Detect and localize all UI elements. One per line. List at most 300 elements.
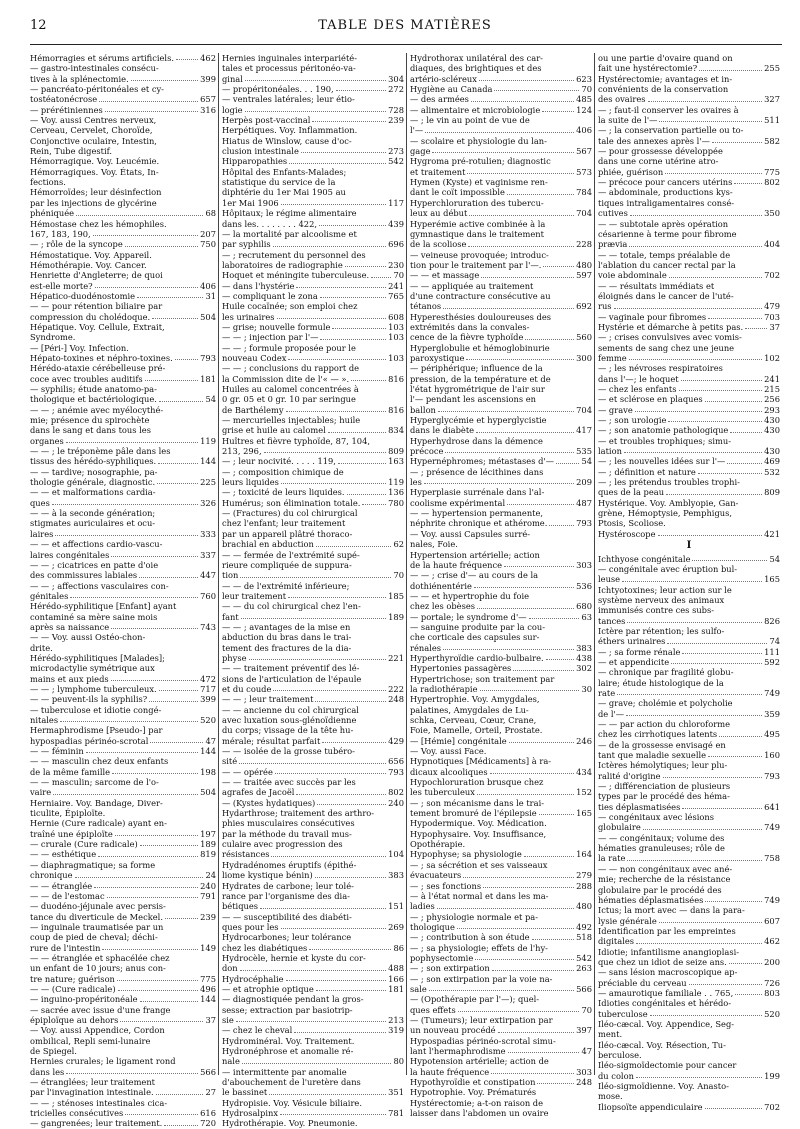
index-entry <box>410 632 592 642</box>
entry-text: — chez le cheval <box>222 1025 293 1036</box>
entry-page-number: 809 <box>764 487 780 498</box>
dot-leader <box>745 328 767 329</box>
index-entry <box>30 663 216 673</box>
entry-page-number: 704 <box>576 404 592 415</box>
index-entry <box>30 736 216 746</box>
index-entry <box>222 125 404 135</box>
entry-page-number: 430 <box>764 425 780 436</box>
dot-leader <box>66 1073 198 1074</box>
dot-leader <box>730 432 762 433</box>
entry-text: Hiatus de Winslow, cause d'oc- <box>222 135 352 146</box>
entry-text: 213, 296, <box>222 446 262 457</box>
dot-leader <box>624 452 762 453</box>
entry-text: ties déplasmatisées <box>598 801 681 812</box>
entry-page-number: 74 <box>769 636 780 647</box>
entry-text: par syphilis <box>222 239 271 250</box>
entry-page-number: 230 <box>388 259 404 270</box>
index-entry <box>222 281 404 291</box>
entry-page-number: 803 <box>764 987 780 998</box>
entry-text: globulaire par le procédé des <box>598 884 722 895</box>
dot-leader <box>698 473 762 474</box>
entry-text: ques de la peau <box>598 487 665 498</box>
dot-leader <box>60 721 198 722</box>
entry-text: Hyperesthésies douloureuses des <box>410 311 551 322</box>
entry-text: schka, Cerveau, Cœur, Crane, <box>410 715 537 725</box>
entry-text: — alimentaire et microbiologie <box>410 104 541 115</box>
dot-leader <box>734 183 762 184</box>
entry-page-number: 198 <box>200 766 216 777</box>
dot-leader <box>281 204 387 205</box>
dot-leader <box>294 1032 386 1033</box>
dot-leader <box>549 525 574 526</box>
entry-text: berculose. <box>598 1050 642 1060</box>
dot-leader <box>309 949 391 950</box>
dot-leader <box>260 908 386 909</box>
entry-text: — chronique par fragilité globu- <box>598 667 734 678</box>
index-entry <box>410 746 592 756</box>
entry-text: Hoquet et méningite tuberculeuse. <box>222 270 370 281</box>
dot-leader <box>288 359 386 360</box>
index-entry <box>222 436 404 446</box>
entry-page-number: 239 <box>388 115 404 126</box>
index-entry <box>598 864 780 874</box>
entry-text: thologique <box>410 921 455 932</box>
dot-leader <box>125 1114 198 1115</box>
index-entry <box>222 1118 404 1128</box>
dot-leader <box>525 339 574 340</box>
entry-page-number: 197 <box>200 828 216 839</box>
entry-page-number: 566 <box>576 983 592 994</box>
entry-text: Hyperchloruration des tubercu- <box>410 197 544 208</box>
index-entry <box>410 756 592 766</box>
entry-text: — — ; formule proposée pour le <box>222 342 356 353</box>
entry-page-number: 758 <box>764 853 780 864</box>
entry-text: Hépatico-duodénostomie <box>30 290 136 301</box>
dot-leader <box>666 494 762 495</box>
index-entry <box>598 63 780 73</box>
index-entry <box>598 853 780 863</box>
dot-leader <box>320 339 386 340</box>
dot-leader <box>543 266 574 267</box>
entry-text: tives à la splénectomie. <box>30 73 129 84</box>
dot-leader <box>692 560 767 561</box>
index-entry <box>598 105 780 115</box>
index-entry <box>598 156 780 166</box>
dot-leader <box>286 411 387 412</box>
entry-text: Hipparopathies <box>222 156 288 167</box>
dot-leader <box>467 173 574 174</box>
dot-leader <box>712 142 762 143</box>
index-entry <box>410 74 592 84</box>
dot-leader <box>663 777 763 778</box>
entry-page-number: 62 <box>393 539 404 550</box>
entry-text: — Voy. aussi Capsules surré- <box>410 528 531 539</box>
dot-leader <box>165 918 198 919</box>
entry-page-number: 802 <box>764 177 780 188</box>
entry-text: tant que maladie sexuelle <box>598 750 707 761</box>
entry-page-number: 327 <box>764 94 780 105</box>
entry-text: — [Hémie] congénitale <box>410 735 507 746</box>
index-entry <box>598 698 780 708</box>
entry-text: — — ; le tréponème pâle dans les <box>30 446 171 457</box>
index-entry <box>30 498 216 508</box>
entry-text: — ; son anatomie pathologique <box>598 425 729 436</box>
entry-text: Hyperglobulie et hémoglobinurie <box>410 342 550 353</box>
entry-page-number: 749 <box>764 687 780 698</box>
entry-text: — de la grossesse envisagé en <box>598 739 726 750</box>
entry-text: du corps; vissage de la tête hu- <box>222 725 354 736</box>
entry-text: du colon <box>598 1070 634 1081</box>
index-entry <box>222 860 404 870</box>
entry-text: Identification par les empreintes <box>598 925 736 936</box>
index-entry <box>222 643 404 653</box>
index-entry <box>410 974 592 984</box>
index-entry <box>30 281 216 291</box>
index-entry <box>30 156 216 166</box>
entry-text: de la scoliose <box>410 239 467 250</box>
entry-page-number: 124 <box>576 104 592 115</box>
entry-page-number: 791 <box>200 890 216 901</box>
entry-text: — compliquant le zona <box>222 290 318 301</box>
entry-text: — amaurotique familiale . . 765, <box>598 987 734 998</box>
entry-page-number: 221 <box>388 652 404 663</box>
entry-text: — crurale (Cure radicale) <box>30 839 138 850</box>
index-entry <box>410 808 592 818</box>
index-entry <box>598 802 780 812</box>
entry-text: la Commission dite de l'« — ». <box>222 373 350 384</box>
index-entry <box>222 63 404 73</box>
entry-text: — — ; avantages de la mise en <box>222 621 351 632</box>
index-entry <box>410 736 592 746</box>
dot-leader <box>498 1032 575 1033</box>
index-entry <box>222 560 404 570</box>
index-entry <box>222 177 404 187</box>
index-entry <box>410 115 592 125</box>
entry-text: — — par action du chloroforme <box>598 719 730 729</box>
entry-text: Hypernéphromes; métastases d'— <box>410 456 554 467</box>
entry-page-number: 438 <box>576 652 592 663</box>
index-entry <box>410 560 592 570</box>
entry-text: — — hypertension permanente, <box>410 508 544 519</box>
entry-text: Idiotie; infantilisme anangioplasi- <box>598 946 740 957</box>
entry-page-number: 288 <box>576 880 592 891</box>
dot-leader <box>117 980 198 981</box>
index-entry <box>410 260 592 270</box>
dot-leader <box>242 1063 392 1064</box>
entry-text: — ; rôle de la syncope <box>30 239 123 250</box>
entry-text: laboratoires de radiographie <box>222 259 343 270</box>
index-entry <box>598 1019 780 1029</box>
entry-text: ques <box>30 497 50 508</box>
index-entry <box>222 384 404 394</box>
index-entry <box>598 219 780 229</box>
entry-text: Ichtyotoxines; leur action sur le <box>598 584 732 595</box>
page-header <box>30 10 780 40</box>
entry-text: chronique <box>30 870 73 881</box>
dot-leader <box>667 643 767 644</box>
entry-page-number: 152 <box>576 787 592 798</box>
entry-text: physe <box>222 652 247 663</box>
entry-text: la radiothérapie <box>410 683 478 694</box>
entry-text: Hystérectomie; avantages et in- <box>598 73 733 84</box>
entry-text: traîné une épiploïte <box>30 828 113 839</box>
entry-text: Hôpital des Enfants-Malades; <box>222 166 347 177</box>
entry-text: de la même famille <box>30 766 111 777</box>
index-entry <box>598 1029 780 1039</box>
entry-text: phiée, guérison <box>598 166 664 177</box>
entry-page-number: 189 <box>200 839 216 850</box>
entry-text: Hyperplasie surrénale dans l'al- <box>410 487 545 498</box>
index-entry <box>598 322 780 332</box>
entry-page-number: 111 <box>764 646 780 657</box>
index-column-4 <box>594 53 782 1112</box>
entry-page-number: 809 <box>388 446 404 457</box>
entry-text: tostéatonécrose <box>30 94 98 105</box>
dot-leader <box>614 308 763 309</box>
index-entry <box>30 1067 216 1077</box>
index-entry <box>222 498 404 508</box>
entry-page-number: 54 <box>581 456 592 467</box>
entry-text: — (Tumeurs); leur extirpation par <box>410 1014 553 1025</box>
dot-leader <box>312 121 386 122</box>
index-entry <box>410 1036 592 1046</box>
index-entry <box>222 922 404 932</box>
index-entry <box>410 643 592 653</box>
entry-text: tale des annexes après l'— <box>598 135 710 146</box>
entry-text: ticulite, Épiploïte. <box>30 808 106 819</box>
entry-page-number: 68 <box>205 208 216 219</box>
entry-page-number: 269 <box>388 921 404 932</box>
index-entry <box>30 322 216 332</box>
index-entry <box>222 53 404 63</box>
index-entry <box>598 415 780 425</box>
index-entry <box>598 1091 780 1101</box>
index-entry <box>30 1118 216 1128</box>
entry-text: nale <box>222 1056 240 1067</box>
entry-text: ladies <box>410 901 435 912</box>
index-entry <box>30 777 216 787</box>
index-entry <box>598 947 780 957</box>
index-entry <box>598 508 780 518</box>
index-entry <box>30 953 216 963</box>
dot-leader <box>277 318 387 319</box>
entry-text: — congénitaux avec lésions <box>598 812 714 823</box>
entry-text: Syndrome. <box>30 332 76 343</box>
entry-text: — grave <box>598 404 633 415</box>
entry-page-number: 248 <box>388 694 404 705</box>
entry-text: dans le diabète <box>410 425 475 436</box>
entry-text: — [Péri-] Voy. Infection. <box>30 342 129 353</box>
index-entry <box>30 74 216 84</box>
index-entry <box>222 963 404 973</box>
entry-page-number: 641 <box>764 801 780 812</box>
entry-text: Hypertrophie. Voy. Amygdales, <box>410 694 540 705</box>
index-entry <box>410 177 592 187</box>
entry-text: leux au début <box>410 208 468 219</box>
entry-page-number: 293 <box>764 404 780 415</box>
dot-leader <box>437 908 574 909</box>
entry-text: Hémostase chez les hémophiles. <box>30 218 167 229</box>
dot-leader <box>157 483 198 484</box>
index-entry <box>30 53 216 63</box>
entry-text: — gastro-intestinales consécu- <box>30 63 159 74</box>
dot-leader <box>273 246 386 247</box>
entry-page-number: 213 <box>388 1014 404 1025</box>
entry-page-number: 151 <box>388 901 404 912</box>
dot-leader <box>556 463 579 464</box>
index-entry <box>598 709 780 719</box>
index-entry <box>598 467 780 477</box>
index-entry <box>598 1060 780 1070</box>
entry-page-number: 793 <box>388 766 404 777</box>
index-entry <box>598 115 780 125</box>
dot-leader <box>275 773 386 774</box>
index-entry <box>410 943 592 953</box>
entry-page-number: 165 <box>764 574 780 585</box>
entry-text: Hypophysaire. Voy. Insuffisance, <box>410 828 547 839</box>
entry-text: — — de l'extrémité inférieure; <box>222 580 350 591</box>
index-entry <box>410 219 592 229</box>
entry-page-number: 447 <box>200 570 216 581</box>
entry-page-number: 316 <box>200 104 216 115</box>
index-entry <box>222 508 404 518</box>
dot-leader <box>140 1001 199 1002</box>
dot-leader <box>140 845 198 846</box>
dot-leader <box>630 215 762 216</box>
dot-leader <box>429 990 574 991</box>
entry-page-number: 165 <box>576 808 592 819</box>
dot-leader <box>107 897 199 898</box>
dot-leader <box>76 215 203 216</box>
entry-text: — ; composition chimique de <box>222 466 344 477</box>
index-entry <box>222 674 404 684</box>
index-entry <box>222 167 404 177</box>
entry-text: prævia <box>598 239 628 250</box>
index-entry <box>410 456 592 466</box>
entry-text: — — de l'estomac <box>30 890 105 901</box>
entry-text: — vaginale pour fibromes <box>598 311 707 322</box>
dot-leader <box>149 701 198 702</box>
entry-text: des ovaires <box>598 94 646 105</box>
entry-text: de la haute fréquence <box>410 559 503 570</box>
dot-leader <box>150 742 203 743</box>
index-entry <box>410 467 592 477</box>
entry-page-number: 263 <box>576 963 592 974</box>
index-entry <box>30 332 216 342</box>
dot-leader <box>53 794 198 795</box>
entry-page-number: 616 <box>200 1108 216 1119</box>
entry-page-number: 104 <box>388 849 404 860</box>
dot-leader <box>120 1021 203 1022</box>
dot-leader <box>70 597 198 598</box>
dot-leader <box>507 194 574 195</box>
entry-text: organes <box>30 435 64 446</box>
entry-text: Hydrominéral. Voy. Traitement. <box>222 1035 355 1046</box>
index-entry <box>222 581 404 591</box>
entry-text: avec luxation sous-glénoïdienne <box>222 715 357 725</box>
index-entry <box>222 984 404 994</box>
entry-text: — — et massage <box>410 270 480 281</box>
index-entry <box>410 1087 592 1097</box>
entry-text: — et appendicite <box>598 656 670 667</box>
index-entry <box>30 1098 216 1108</box>
index-entry <box>222 1087 404 1097</box>
entry-text: fant <box>222 611 239 622</box>
index-entry <box>598 843 780 853</box>
entry-text: — abdominale, productions kys- <box>598 187 733 198</box>
entry-text: culaire avec progression des <box>222 839 343 850</box>
index-entry <box>30 581 216 591</box>
index-entry <box>30 1046 216 1056</box>
index-entry <box>222 219 404 229</box>
entry-page-number: 532 <box>764 466 780 477</box>
entry-text: — Voy. aussi Centres nerveux, <box>30 115 157 126</box>
entry-text: — — ; leur traitement <box>222 694 314 705</box>
entry-text: de Barthélemy <box>222 404 284 415</box>
entry-text: — — ; conclusions du rapport de <box>222 363 360 374</box>
index-entry <box>410 653 592 663</box>
index-entry <box>30 63 216 73</box>
entry-page-number: 149 <box>200 942 216 953</box>
entry-page-number: 704 <box>576 208 592 219</box>
index-entry <box>30 818 216 828</box>
index-entry <box>598 446 780 456</box>
entry-text: grène, Hémoptysie, Pemphigus, <box>598 508 732 519</box>
entry-text: — ; faut-il conserver les ovaires à <box>598 104 739 115</box>
entry-text: Hypospadias périnéo-scrotal simu- <box>410 1035 556 1046</box>
entry-text: — — susceptibilité des diabéti- <box>222 911 352 922</box>
index-entry <box>598 167 780 177</box>
entry-text: — ; présence de lécithines dans <box>410 466 544 477</box>
entry-text: — précoce pour cancers utérins <box>598 177 733 188</box>
entry-page-number: 488 <box>388 963 404 974</box>
entry-page-number: 623 <box>576 73 592 84</box>
index-entry <box>30 808 216 818</box>
entry-text: — — étranglée <box>30 880 93 891</box>
entry-page-number: 24 <box>205 870 216 881</box>
entry-text: Hydrocèle, hernie et kyste du cor- <box>222 952 366 963</box>
entry-text: agrafes de Jacoël <box>222 787 295 798</box>
entry-text: chez l'enfant; leur traitement <box>222 518 346 529</box>
dot-leader <box>317 804 386 805</box>
entry-text: sements de sang chez une jeune <box>598 342 735 353</box>
index-entry <box>222 539 404 549</box>
entry-text: Hyperglycémie et hyperglycistie <box>410 415 547 426</box>
entry-text: — intermittente par anomalie <box>222 1066 347 1077</box>
entry-text: leuse <box>598 574 621 585</box>
entry-page-number: 279 <box>576 870 592 881</box>
index-entry <box>222 270 404 280</box>
index-entry <box>30 705 216 715</box>
index-entry <box>30 901 216 911</box>
entry-page-number: 199 <box>764 1070 780 1081</box>
entry-page-number: 816 <box>388 404 404 415</box>
index-entry <box>410 384 592 394</box>
entry-text: Hérédo-syphilitique [Enfant] ayant <box>30 601 177 612</box>
index-entry <box>598 905 780 915</box>
entry-text: les tuberculeux <box>410 787 475 798</box>
entry-text: Hépato-toxines et néphro-toxines. <box>30 352 173 363</box>
index-entry <box>222 415 404 425</box>
entry-text: Hystéroscope <box>598 528 656 539</box>
index-entry <box>30 250 216 260</box>
entry-text: Hystérie et démarche à petits pas. <box>598 321 744 332</box>
index-entry <box>410 415 592 425</box>
index-entry <box>410 322 592 332</box>
index-entry <box>598 916 780 926</box>
entry-text: rure de l'intestin <box>30 942 101 953</box>
index-entry <box>222 1067 404 1077</box>
